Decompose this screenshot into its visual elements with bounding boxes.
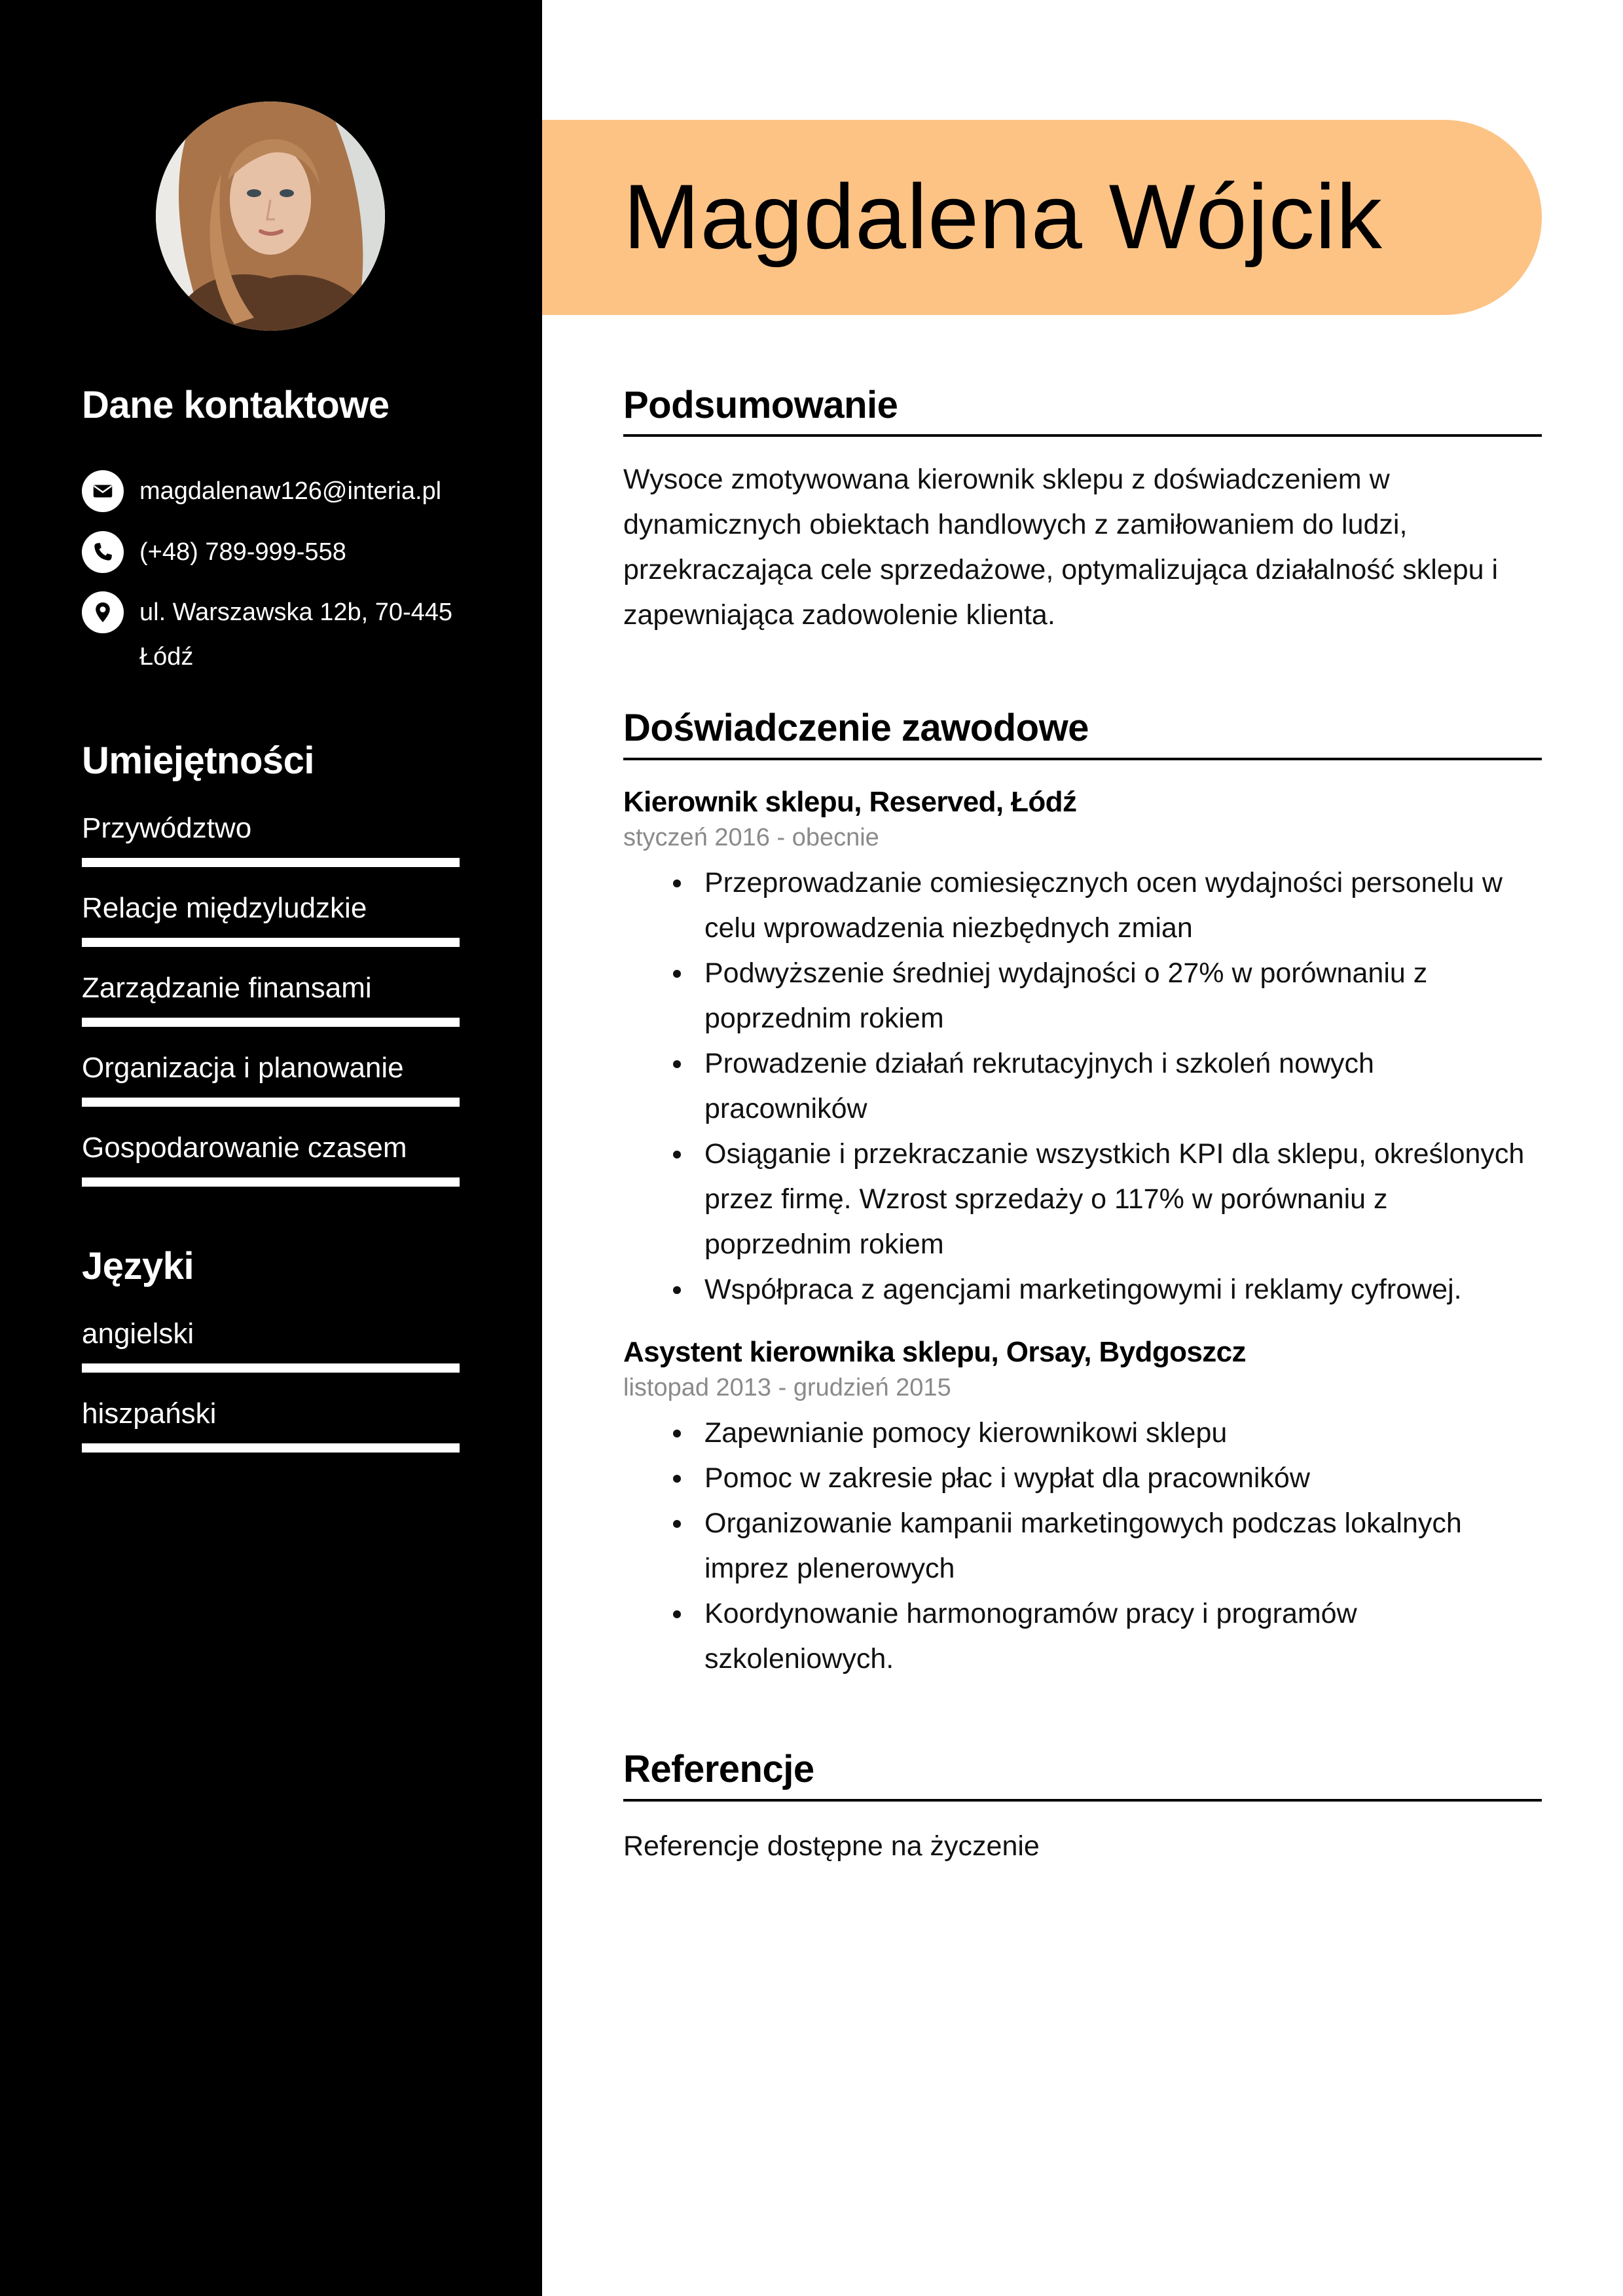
job-duties-list (623, 861, 1542, 1312)
skill-item (82, 1052, 460, 1084)
job-dates: listopad 2013 - grudzień 2015 (623, 1374, 951, 1401)
portrait-image (156, 102, 385, 331)
location-pin-icon (82, 591, 124, 633)
skill-level-bar (82, 1177, 460, 1187)
languages-heading: Języki (82, 1245, 194, 1287)
language-label: hiszpański (82, 1398, 217, 1430)
job-dates: styczeń 2016 - obecnie (623, 824, 879, 851)
skill-level-bar (82, 1018, 460, 1027)
skill-level-bar (82, 938, 460, 947)
section-divider (623, 758, 1542, 760)
skill-label: Organizacja i planowanie (82, 1052, 404, 1084)
language-level-bar (82, 1363, 460, 1373)
list-item: Prowadzenie działań rekrutacyjnych i szkoleń nowych pracowników (623, 1041, 1542, 1132)
list-item: Zapewnianie pomocy kierownikowi sklepu (623, 1411, 1542, 1456)
skill-item (82, 812, 460, 845)
skill-item (82, 1132, 460, 1164)
language-item (82, 1398, 460, 1430)
section-divider (623, 434, 1542, 437)
language-item (82, 1318, 460, 1350)
list-item: Koordynowanie harmonogramów pracy i programów szkoleniowych. (623, 1591, 1542, 1682)
job-title: Kierownik sklepu, Reserved, Łódź (623, 786, 1077, 818)
skill-label: Relacje międzyludzkie (82, 892, 367, 924)
skill-label: Zarządzanie finansami (82, 972, 372, 1004)
list-item: Pomoc w zakresie płac i wypłat dla pracowników (623, 1456, 1542, 1501)
list-item: Organizowanie kampanii marketingowych podczas lokalnych imprez plenerowych (623, 1501, 1542, 1591)
address-line-2: Łódź (139, 643, 194, 671)
skill-level-bar (82, 858, 460, 867)
language-label: angielski (82, 1318, 194, 1350)
section-divider (623, 1799, 1542, 1802)
contact-heading: Dane kontaktowe (82, 384, 390, 426)
references-title: Referencje (623, 1748, 814, 1790)
list-item: Przeprowadzanie comiesięcznych ocen wydajności personelu w celu wprowadzenia niezbędnych zmian (623, 861, 1542, 951)
references-text: Referencje dostępne na życzenie (623, 1830, 1040, 1862)
skill-label: Przywództwo (82, 812, 252, 844)
profile-photo (156, 102, 385, 331)
envelope-icon (82, 470, 124, 512)
email-text: magdalenaw126@interia.pl (139, 477, 442, 505)
candidate-name: Magdalena Wójcik (623, 165, 1383, 268)
address-text (139, 590, 506, 679)
list-item: Podwyższenie średniej wydajności o 27% w porównaniu z poprzednim rokiem (623, 951, 1542, 1041)
job-duties-list (623, 1411, 1542, 1682)
list-item: Osiąganie i przekraczanie wszystkich KPI dla sklepu, określonych przez firmę. Wzrost sprzedaży o 117% w porównaniu z poprzednim rokiem (623, 1132, 1542, 1267)
skills-heading: Umiejętności (82, 739, 314, 782)
job-title: Asystent kierownika sklepu, Orsay, Bydgoszcz (623, 1336, 1246, 1368)
sidebar (0, 0, 542, 2296)
language-level-bar (82, 1443, 460, 1453)
list-item: Współpraca z agencjami marketingowymi i reklamy cyfrowej. (623, 1267, 1542, 1312)
phone-text: (+48) 789-999-558 (139, 538, 346, 566)
summary-text: Wysoce zmotywowana kierownik sklepu z doświadczeniem w dynamicznych obiektach handlowych z zamiłowaniem do ludzi, przekraczająca cele sprzedażowe, optymalizująca działalność sklepu i zapewniająca zadowolenie klienta. (623, 464, 1499, 631)
address-line-1: ul. Warszawska 12b, 70-445 (139, 599, 453, 626)
experience-title: Doświadczenie zawodowe (623, 707, 1089, 749)
skill-item (82, 892, 460, 925)
skill-level-bar (82, 1098, 460, 1107)
phone-icon (82, 531, 124, 573)
skill-item (82, 972, 460, 1005)
summary-title: Podsumowanie (623, 384, 898, 426)
skill-label: Gospodarowanie czasem (82, 1132, 407, 1164)
